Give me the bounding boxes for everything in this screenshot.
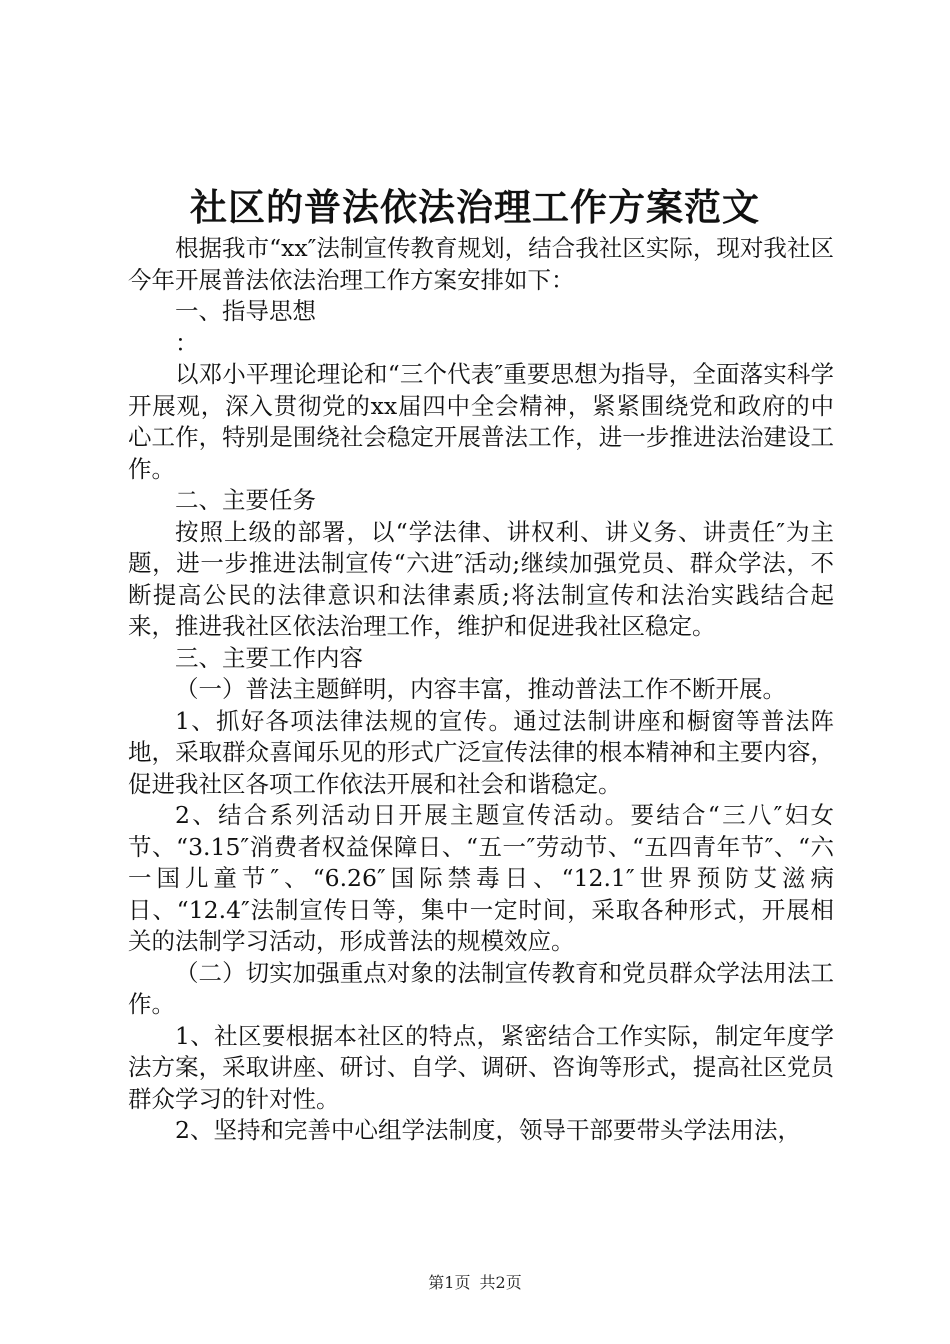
colon-line: ： [175,328,199,357]
paragraph-main-tasks: 按照上级的部署，以“学法律、讲权利、讲义务、讲责任″为主题，进一步推进法制宣传“六进″活动;继续加强党员、群众学法，不断提高公民的法律意识和法律素质;将法制宣传和法治实践结合起来，推进我社区依法治理工作，维护和促进我社区稳定。 [128,517,834,640]
paragraph-work-one-item-1: 1、抓好各项法律法规的宣传。通过法制讲座和橱窗等普法阵地，采取群众喜闻乐见的形式广泛宣传法律的根本精神和主要内容，促进我社区各项工作依法开展和社会和谐稳定。 [128,706,834,798]
paragraph-work-two-item-2: 2、坚持和完善中心组学法制度，领导干部要带头学法用法， [175,1116,801,1144]
heading-guiding-ideology: 一、指导思想 [175,297,316,325]
subheading-work-one: （一）普法主题鲜明，内容丰富，推动普法工作不断开展。 [175,675,786,703]
page-number: 第1页 [428,1273,471,1292]
paragraph-guiding-ideology: 以邓小平理论理论和“三个代表″重要思想为指导，全面落实科学开展观，深入贯彻党的xx届四中全会精神，紧紧围绕党和政府的中心工作，特别是围绕社会稳定开展普法工作，进一步推进法治建设工作。 [128,360,834,483]
document-body [128,233,834,1147]
page-footer [0,1273,950,1293]
heading-main-tasks: 二、主要任务 [175,486,316,514]
page-total: 共2页 [479,1273,522,1292]
paragraph-intro: 根据我市“xx″法制宣传教育规划，结合我社区实际，现对我社区今年开展普法依法治理工作方案安排如下： [128,234,834,294]
paragraph-work-one-item-2: 2、结合系列活动日开展主题宣传活动。要结合“三八″妇女节、“3.15″消费者权益保障日、“五一″劳动节、“五四青年节″、“六一国儿童节″、“6.26″国际禁毒日、“12.1″世界预防艾滋病日、“12.4″法制宣传日等，集中一定时间，采取各种形式，开展相关的法制学习活动，形成普法的规模效应。 [128,801,834,955]
heading-main-work: 三、主要工作内容 [175,643,363,672]
subheading-work-two: （二）切实加强重点对象的法制宣传教育和党员群众学法用法工作。 [128,958,834,1018]
document-title: 社区的普法依法治理工作方案范文 [190,186,760,229]
paragraph-work-two-item-1: 1、社区要根据本社区的特点，紧密结合工作实际，制定年度学法方案，采取讲座、研讨、自学、调研、咨询等形式，提高社区党员群众学习的针对性。 [128,1021,834,1113]
